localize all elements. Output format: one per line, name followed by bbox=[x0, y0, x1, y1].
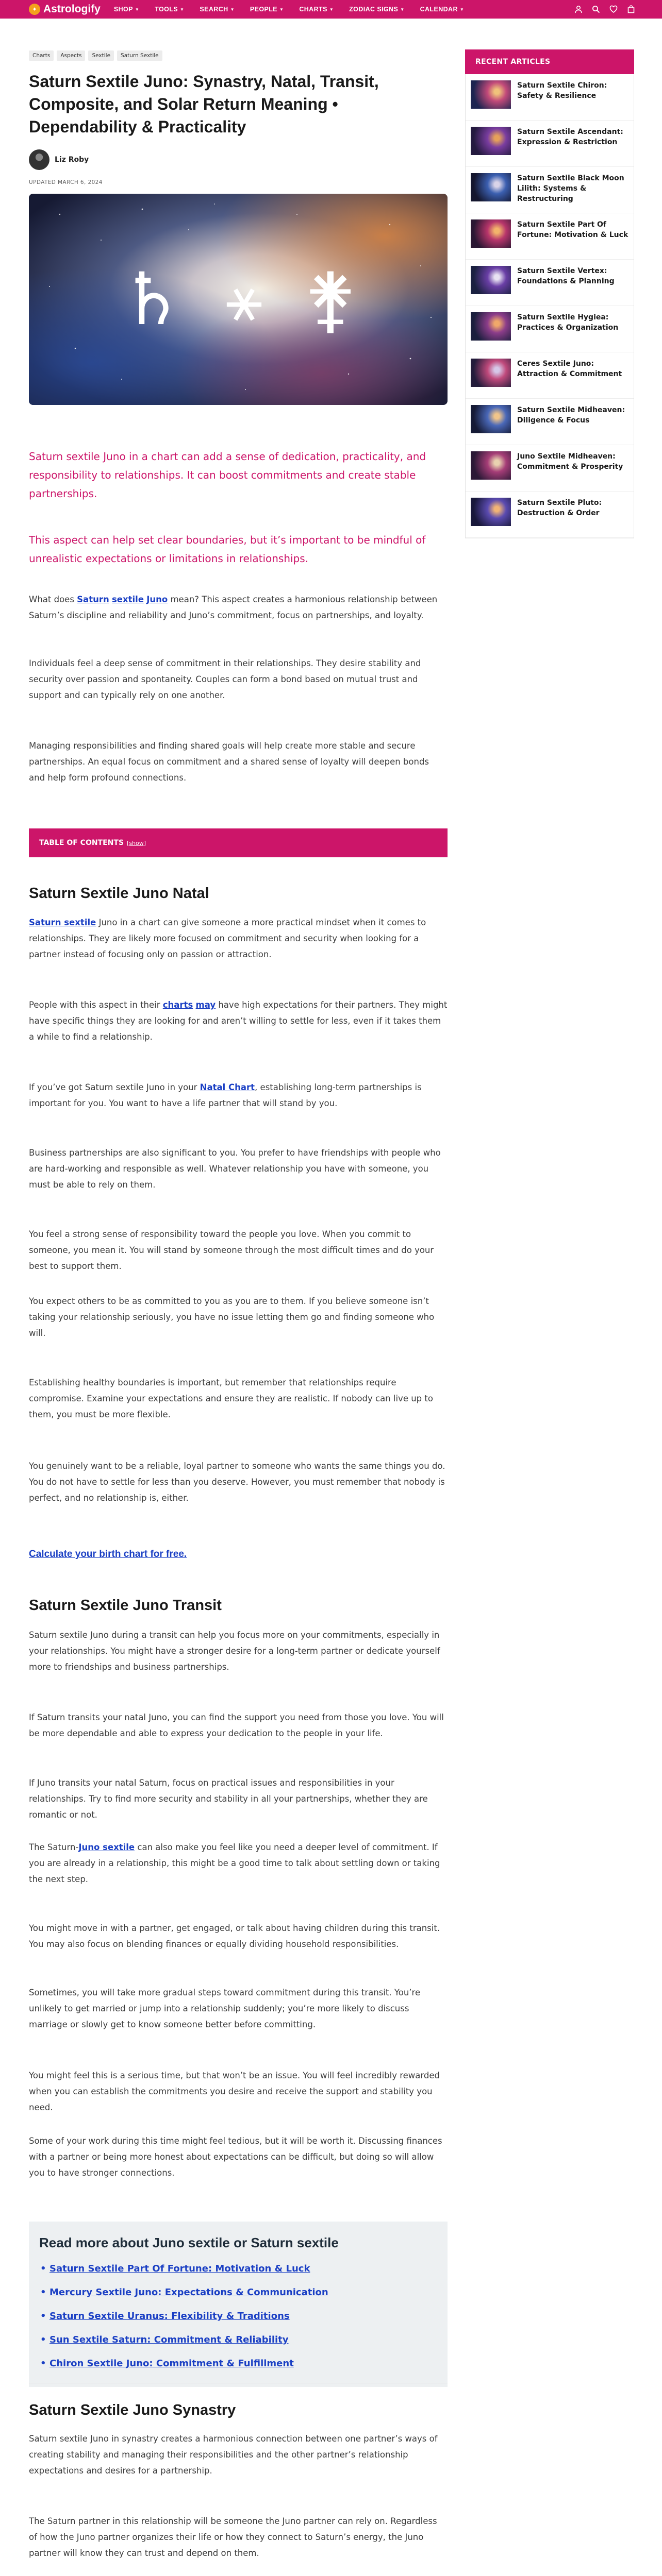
article-link[interactable]: Saturn Sextile Chiron: Safety & Resilience bbox=[517, 81, 607, 100]
article-link[interactable]: Saturn Sextile Ascendant: Expression & Restriction bbox=[517, 128, 623, 146]
transit-paragraph: If Juno transits your natal Saturn, focus on practical issues and responsibilities in your relationships. Try to find more security and stability in all your partnerships, whether they are romantic or not. bbox=[29, 1778, 428, 1820]
article-thumbnail bbox=[471, 498, 511, 526]
transit-paragraph: Some of your work during this time might feel tedious, but it will be worth it. Discussing finances with a partner or being more honest about expectations can be difficult, but doing so will allow you to have stronger connections. bbox=[29, 2136, 442, 2178]
article-link[interactable]: Saturn Sextile Part Of Fortune: Motivation & Luck bbox=[517, 221, 628, 239]
lead-paragraph-2: This aspect can help set clear boundaries, but it’s important to be mindful of unrealistic expectations or limitations in relationships. bbox=[29, 534, 426, 565]
list-item[interactable] bbox=[466, 260, 634, 306]
natal-chart-link[interactable]: Natal Chart bbox=[200, 1082, 255, 1092]
article-main bbox=[29, 19, 448, 405]
top-navigation bbox=[0, 0, 662, 19]
article-thumbnail bbox=[471, 219, 511, 248]
sextile-link[interactable]: sextile bbox=[111, 595, 144, 604]
sextile-glyph-icon: ⚹ bbox=[225, 263, 263, 335]
transit-paragraph: You might move in with a partner, get engaged, or talk about having children during this transit. You may also focus on blending finances or equally dividing household responsibilities. bbox=[29, 1923, 440, 1949]
read-more-heading: Read more about Juno sextile or Saturn sextile bbox=[39, 2235, 339, 2250]
article-link[interactable]: Saturn Sextile Black Moon Lilith: Systems & Restructuring bbox=[517, 174, 624, 203]
section-heading-synastry: Saturn Sextile Juno Synastry bbox=[29, 2402, 236, 2418]
article-link[interactable]: Saturn Sextile Midheaven: Diligence & Focus bbox=[517, 406, 625, 425]
nav-icon-group bbox=[566, 4, 636, 14]
juno-link[interactable]: Juno bbox=[146, 595, 168, 604]
list-item[interactable] bbox=[466, 492, 634, 538]
recent-articles-list bbox=[465, 74, 634, 538]
read-more-link[interactable]: • Mercury Sextile Juno: Expectations & Communication bbox=[39, 2281, 437, 2304]
nav-tools[interactable]: TOOLS ▼ bbox=[155, 6, 185, 13]
nav-shop[interactable]: SHOP ▼ bbox=[113, 6, 140, 13]
chevron-down-icon: ▼ bbox=[230, 7, 235, 12]
updated-date: UPDATED MARCH 6, 2024 bbox=[29, 179, 103, 185]
site-logo[interactable] bbox=[29, 3, 101, 15]
list-item[interactable] bbox=[466, 352, 634, 399]
list-item[interactable] bbox=[466, 213, 634, 260]
nav-search[interactable]: SEARCH ▼ bbox=[200, 6, 235, 13]
heart-icon[interactable] bbox=[608, 4, 619, 14]
intro-paragraph: What does Saturn sextile Juno mean? This aspect creates a harmonious relationship between Saturn’s discipline and reliability and Juno’s commitment, focus on partnerships, and loyalty. bbox=[29, 595, 438, 620]
natal-paragraph: Business partnerships are also significant to you. You prefer to have friendships with people who are hard-working and responsible as well. Whatever relationship you have with someone, you must be able to rely on them. bbox=[29, 1148, 441, 1190]
saturn-glyph-icon: ♄ bbox=[119, 257, 185, 342]
read-more-link[interactable]: • Chiron Sextile Juno: Commitment & Fulfillment bbox=[39, 2352, 437, 2376]
may-link[interactable]: may bbox=[195, 1000, 216, 1010]
article-link[interactable]: Juno Sextile Midheaven: Commitment & Prosperity bbox=[517, 452, 623, 471]
chevron-down-icon: ▼ bbox=[279, 7, 284, 12]
toc-show-toggle[interactable]: [show] bbox=[127, 839, 146, 846]
transit-paragraph: Sometimes, you will take more gradual steps toward commitment during this transit. You’re unlikely to get married or jump into a relationship suddenly; you’re more likely to discuss marriage or slowly get to know someone better before committing. bbox=[29, 1988, 421, 2029]
article-thumbnail bbox=[471, 266, 511, 294]
read-more-link[interactable]: • Sun Sextile Saturn: Commitment & Reliability bbox=[39, 2328, 437, 2352]
logo-icon: ✦ bbox=[29, 4, 40, 15]
body-paragraph: Individuals feel a deep sense of commitment in their relationships. They desire stability and security over passion and spontaneity. Couples can form a bond based on mutual trust and support and can typically rely on one another. bbox=[29, 658, 421, 700]
chevron-down-icon: ▼ bbox=[135, 7, 140, 12]
section-heading-transit: Saturn Sextile Juno Transit bbox=[29, 1597, 222, 1614]
transit-paragraph: Saturn sextile Juno during a transit can help you focus more on your commitments, especially in your relationships. You might have a stronger desire for a long-term partner or dedicate yourself more to friendships and business partnerships. bbox=[29, 1630, 440, 1672]
article-link[interactable]: Saturn Sextile Hygiea: Practices & Organization bbox=[517, 313, 619, 332]
list-item[interactable] bbox=[466, 306, 634, 352]
aspect-glyphs bbox=[29, 194, 448, 405]
article-thumbnail bbox=[471, 127, 511, 155]
author-name[interactable]: Liz Roby bbox=[55, 156, 89, 164]
natal-paragraph: Saturn sextile Juno in a chart can give someone a more practical mindset when it comes to relationships. They are likely more focused on commitment and security when looking for a partner instead of focusing only on passion or attraction. bbox=[29, 918, 426, 959]
sidebar-recent-articles bbox=[465, 49, 634, 538]
nav-charts[interactable]: CHARTS ▼ bbox=[299, 6, 334, 13]
read-more-link[interactable]: • Saturn Sextile Uranus: Flexibility & Traditions bbox=[39, 2304, 437, 2328]
calculate-birth-chart-link[interactable]: Calculate your birth chart for free. bbox=[29, 1549, 187, 1560]
article-link[interactable]: Saturn Sextile Vertex: Foundations & Planning bbox=[517, 267, 615, 285]
lead-paragraph-1: Saturn sextile Juno in a chart can add a sense of dedication, practicality, and responsibility to relationships. It can boost commitments and create stable partnerships. bbox=[29, 450, 426, 500]
article-link[interactable]: Saturn Sextile Pluto: Destruction & Order bbox=[517, 499, 602, 517]
page-title: Saturn Sextile Juno: Synastry, Natal, Transit, Composite, and Solar Return Meaning • Dependability & Practicality bbox=[29, 72, 379, 136]
list-item[interactable] bbox=[466, 121, 634, 167]
article-thumbnail bbox=[471, 312, 511, 341]
natal-paragraph: You feel a strong sense of responsibility toward the people you love. When you commit to someone, you mean it. You will stand by someone through the most difficult times and do your best to support them. bbox=[29, 1229, 434, 1271]
brand-name: Astrologify bbox=[43, 3, 101, 15]
table-of-contents[interactable]: TABLE OF CONTENTS [show] bbox=[29, 828, 448, 857]
natal-paragraph: If you’ve got Saturn sextile Juno in your Natal Chart, establishing long-term partnerships is important for you. You want to have a life partner that will stand by you. bbox=[29, 1082, 422, 1108]
section-heading-natal: Saturn Sextile Juno Natal bbox=[29, 885, 209, 902]
user-icon[interactable] bbox=[573, 4, 584, 14]
chevron-down-icon: ▼ bbox=[329, 7, 334, 12]
juno-sextile-link[interactable]: Juno sextile bbox=[78, 1842, 135, 1852]
saturn-link[interactable]: Saturn bbox=[77, 595, 109, 604]
transit-paragraph: If Saturn transits your natal Juno, you can find the support you need from those you love. You will be more dependable and able to express your dedication to the people in your life. bbox=[29, 1713, 444, 1738]
breadcrumb-sextile[interactable]: Sextile bbox=[88, 50, 114, 61]
article-link[interactable]: Ceres Sextile Juno: Attraction & Commitment bbox=[517, 360, 622, 378]
transit-paragraph: The Saturn-Juno sextile can also make you feel like you need a deeper level of commitment. If you are already in a relationship, this might be a good time to talk about settling down or taking the next step. bbox=[29, 1842, 440, 1884]
natal-paragraph: Establishing healthy boundaries is important, but remember that relationships require compromise. Examine your expectations and ensure they are realistic. If nobody can live up to them, you must be more flexible. bbox=[29, 1378, 433, 1419]
nav-links bbox=[114, 6, 479, 13]
chevron-down-icon: ▼ bbox=[400, 7, 405, 12]
author-byline bbox=[29, 149, 448, 170]
article-thumbnail bbox=[471, 451, 511, 480]
article-thumbnail bbox=[471, 80, 511, 109]
chevron-down-icon: ▼ bbox=[180, 7, 185, 12]
search-icon[interactable] bbox=[591, 4, 601, 14]
natal-paragraph: You expect others to be as committed to you as you are to them. If you believe someone isn’t taking your relationship seriously, you have no issue letting them go and finding someone who will. bbox=[29, 1296, 435, 1338]
nav-calendar[interactable]: CALENDAR ▼ bbox=[420, 6, 465, 13]
body-paragraph: Managing responsibilities and finding shared goals will help create more stable and secure partnerships. An equal focus on commitment and a shared sense of loyalty will deepen bonds and help form profound connections. bbox=[29, 741, 429, 783]
read-more-link[interactable]: • Saturn Sextile Part Of Fortune: Motivation & Luck bbox=[39, 2257, 437, 2281]
natal-paragraph: People with this aspect in their charts may have high expectations for their partners. They might have specific things they are looking for and aren’t willing to settle for less, even if it takes them a while to find a relationship. bbox=[29, 1000, 448, 1042]
breadcrumb-saturn-sextile[interactable]: Saturn Sextile bbox=[117, 50, 162, 61]
article-thumbnail bbox=[471, 359, 511, 387]
breadcrumb bbox=[29, 50, 448, 61]
nav-people[interactable]: PEOPLE ▼ bbox=[250, 6, 284, 13]
saturn-sextile-link[interactable]: Saturn sextile bbox=[29, 918, 96, 927]
synastry-paragraph: The Saturn partner in this relationship will be someone the Juno partner can rely on. Regardless of how the Juno partner organizes their life or how they connect to Saturn’s energy, the Juno partner will know they can trust and depend on them. bbox=[29, 2516, 437, 2558]
read-more-box bbox=[29, 2222, 448, 2387]
transit-paragraph: You might feel this is a serious time, but that won’t be an issue. You will feel incredibly rewarded when you can establish the commitments you desire and receive the support and stability you need. bbox=[29, 2071, 440, 2112]
synastry-paragraph: Saturn sextile Juno in synastry creates a harmonious connection between one partner’s ways of creating stability and managing their responsibilities and the other partner’s relationship expectations and desires for a partnership. bbox=[29, 2434, 438, 2476]
list-item[interactable] bbox=[466, 399, 634, 445]
charts-link[interactable]: charts bbox=[162, 1000, 193, 1010]
nav-zodiac-signs[interactable]: ZODIAC SIGNS ▼ bbox=[349, 6, 405, 13]
natal-paragraph: You genuinely want to be a reliable, loyal partner to someone who wants the same things you do. You do not have to settle for less than you deserve. However, you must remember that nobody is perfect, and no relationship is, either. bbox=[29, 1461, 445, 1503]
bag-icon[interactable] bbox=[626, 4, 636, 14]
list-item[interactable] bbox=[466, 167, 634, 213]
avatar[interactable] bbox=[29, 149, 49, 170]
article-thumbnail bbox=[471, 173, 511, 201]
juno-glyph-icon: ⚵ bbox=[304, 257, 357, 342]
breadcrumb-aspects[interactable]: Aspects bbox=[57, 50, 85, 61]
hero-image bbox=[29, 194, 448, 405]
list-item[interactable] bbox=[466, 74, 634, 121]
article-thumbnail bbox=[471, 405, 511, 433]
list-item[interactable] bbox=[466, 445, 634, 492]
chevron-down-icon: ▼ bbox=[459, 7, 465, 12]
recent-articles-heading: RECENT ARTICLES bbox=[465, 49, 634, 74]
breadcrumb-charts[interactable]: Charts bbox=[29, 50, 54, 61]
